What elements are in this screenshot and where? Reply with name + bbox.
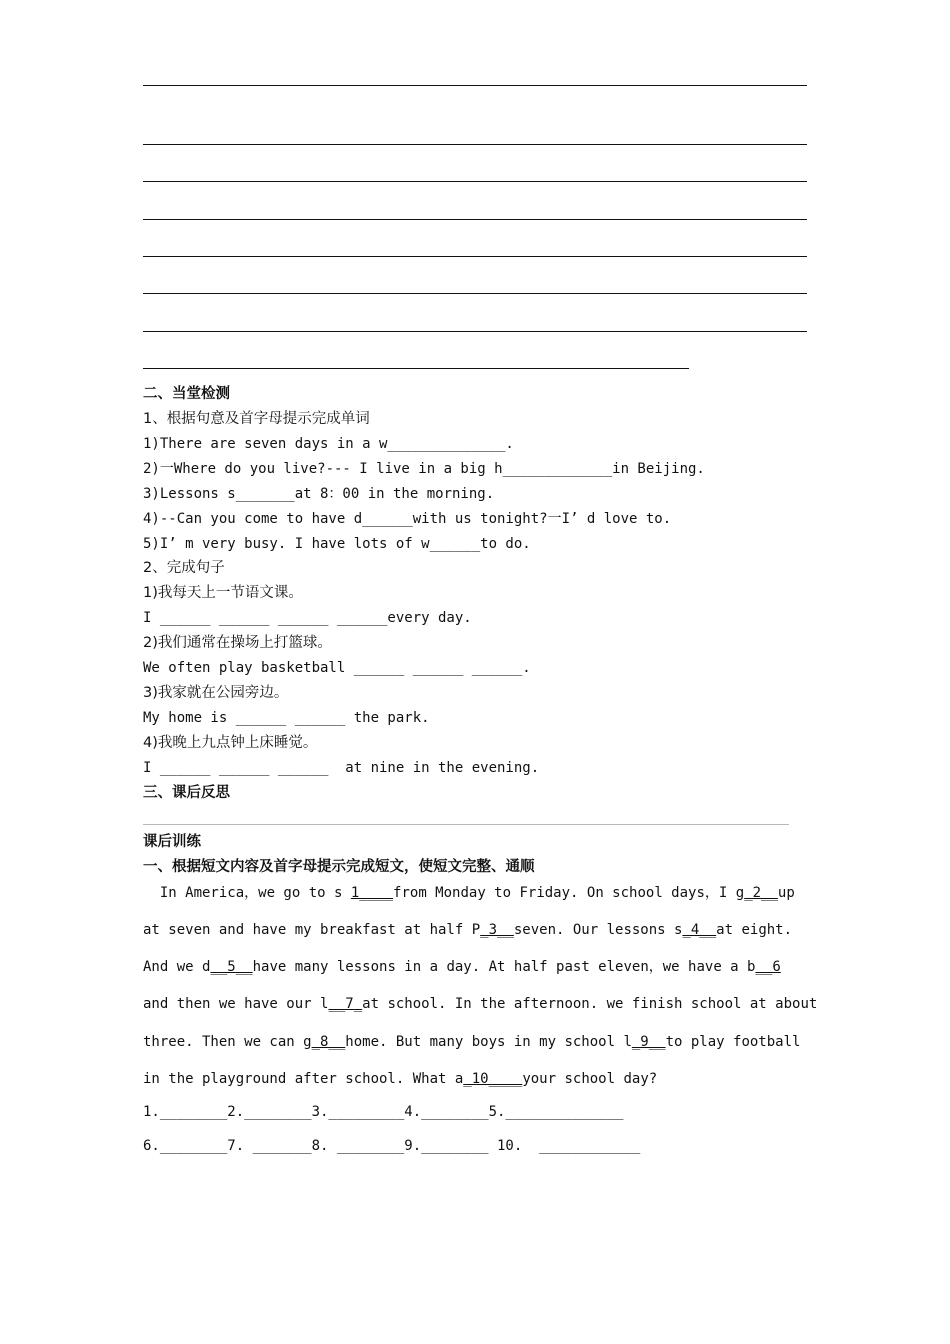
exercise-item: 2)一Where do you live?--- I live in a big h_____________in Beijing. — [143, 461, 705, 477]
writing-line — [143, 219, 807, 220]
sentence-prompt: 4)我晚上九点钟上床睡觉。 — [143, 735, 318, 751]
section-heading: 课后训练 — [143, 834, 201, 850]
passage-line: in the playground after school. What a_10____your school day? — [143, 1071, 658, 1087]
sentence-blank: I ______ ______ ______ ______every day. — [143, 610, 472, 626]
sentence-prompt: 3)我家就在公园旁边。 — [143, 685, 289, 701]
writing-line — [143, 181, 807, 182]
writing-line — [143, 293, 807, 294]
section-heading: 三、课后反思 — [143, 785, 230, 801]
writing-line — [143, 144, 807, 145]
sentence-prompt: 1)我每天上一节语文课。 — [143, 585, 303, 601]
exercise-heading: 1、根据句意及首字母提示完成单词 — [143, 411, 370, 427]
exercise-heading: 一、根据短文内容及首字母提示完成短文，使短文完整、通顺 — [143, 859, 535, 875]
passage-line: three. Then we can g_8__home. But many boys in my school l_9__to play football — [143, 1034, 801, 1050]
sentence-blank: We often play basketball ______ ______ ______. — [143, 660, 531, 676]
reflection-line — [143, 824, 789, 825]
writing-line — [143, 256, 807, 257]
passage-line: at seven and have my breakfast at half P_3__seven. Our lessons s_4__at eight. — [143, 922, 793, 938]
exercise-heading: 2、完成句子 — [143, 560, 225, 576]
exercise-item: 4)--Can you come to have d______with us tonight?一I’ d love to. — [143, 511, 672, 527]
exercise-item: 1)There are seven days in a w______________. — [143, 436, 514, 452]
sentence-blank: My home is ______ ______ the park. — [143, 710, 430, 726]
answer-row: 1.________2.________3._________4.________5.______________ — [143, 1104, 624, 1120]
answer-row: 6.________7. _______8. ________9.________ 10. ____________ — [143, 1138, 641, 1154]
writing-line — [143, 85, 807, 86]
sentence-blank: I ______ ______ ______ at nine in the evening. — [143, 760, 540, 776]
sentence-prompt: 2)我们通常在操场上打篮球。 — [143, 635, 332, 651]
passage-line: And we d__5__have many lessons in a day. At half past eleven，we have a b__6 — [143, 959, 781, 975]
section-heading: 二、当堂检测 — [143, 386, 230, 402]
writing-line — [143, 331, 807, 332]
exercise-item: 5)I’ m very busy. I have lots of w______to do. — [143, 536, 531, 552]
passage-line: and then we have our l__7_at school. In the afternoon. we finish school at about — [143, 996, 818, 1012]
exercise-item: 3)Lessons s_______at 8：00 in the morning. — [143, 486, 495, 502]
writing-line — [143, 368, 689, 369]
passage-line: In America，we go to s 1____from Monday to Friday. On school days，I g_2__up — [143, 885, 795, 901]
